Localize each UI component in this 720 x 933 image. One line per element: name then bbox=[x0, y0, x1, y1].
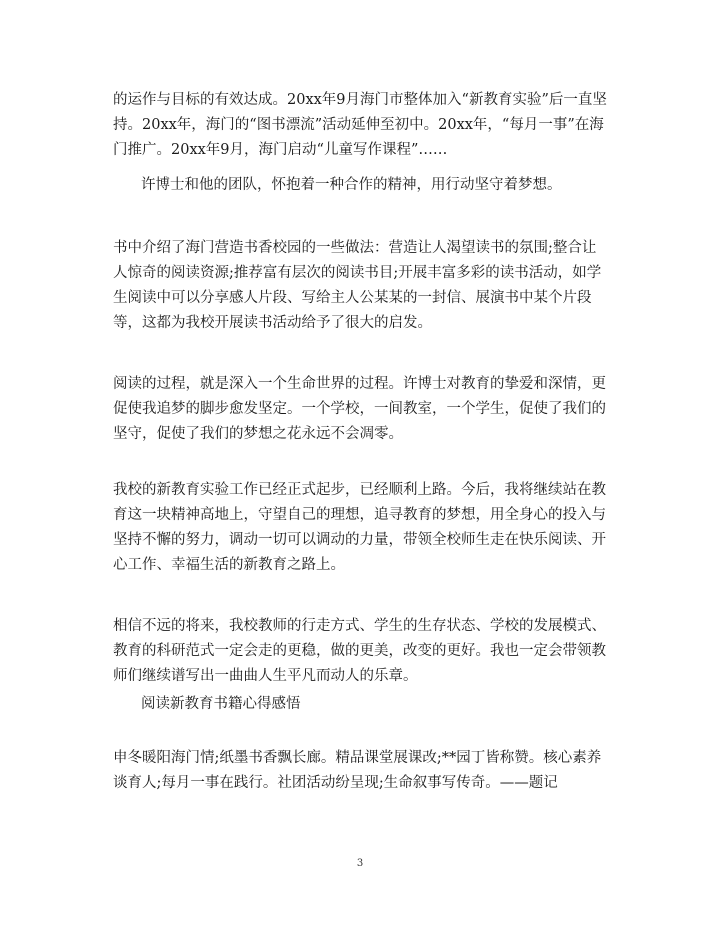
paragraph-dr-xu-team: 许博士和他的团队，怀抱着一种合作的精神，用行动坚守着梦想。 bbox=[141, 177, 562, 193]
paragraph-scholarly-campus: 书中介绍了海门营造书香校园的一些做法：营造让人渴望读书的氛围;整合让人惊奇的阅读资源;推荐富有层次的阅读书目;开展丰富多彩的读书活动，如学生阅读中可以分享感人片段、写给主人公某某的一封信、展演书中某个片段等，这都为我校开展读书活动给予了很大的启发。 bbox=[113, 240, 602, 331]
section-heading: 阅读新教育书籍心得感悟 bbox=[141, 696, 301, 712]
paragraph-inscription: 申冬暖阳海门情;纸墨书香飘长廊。精品课堂展课改;**园丁皆称赞。核心素养谈育人;每月一事在践行。社团活动纷呈现;生命叙事写传奇。——题记 bbox=[113, 750, 602, 791]
paragraph-reading-process: 阅读的过程，就是深入一个生命世界的过程。许博士对教育的挚爱和深情，更促使我追梦的脚步愈发坚定。一个学校，一间教室，一个学生，促使了我们的坚守，促使了我们的梦想之花永远不会凋零。 bbox=[113, 376, 606, 442]
paragraph-future-vision: 相信不远的将来，我校教师的行走方式、学生的生存状态、学校的发展模式、教育的科研范式一定会走的更稳，做的更美，改变的更好。我也一定会带领教师们继续谱写出一曲曲人生平凡而动人的乐章。 bbox=[113, 618, 606, 684]
page-number: 3 bbox=[356, 858, 364, 869]
paragraph-hai-men-timeline: 的运作与目标的有效达成。20xx年9月海门市整体加入“新教育实验”后一直坚持。20xx年，海门的“图书漂流”活动延伸至初中。20xx年，“每月一事”在海门推广。20xx年9月，海门启动“儿童写作课程”…… bbox=[113, 92, 607, 158]
paragraph-new-education-start: 我校的新教育实验工作已经正式起步，已经顺利上路。今后，我将继续站在教育这一块精神高地上，守望自己的理想，追寻教育的梦想，用全身心的投入与坚持不懈的努力，调动一切可以调动的力量，带领全校师生走在快乐阅读、开心工作、幸福生活的新教育之路上。 bbox=[113, 482, 606, 573]
